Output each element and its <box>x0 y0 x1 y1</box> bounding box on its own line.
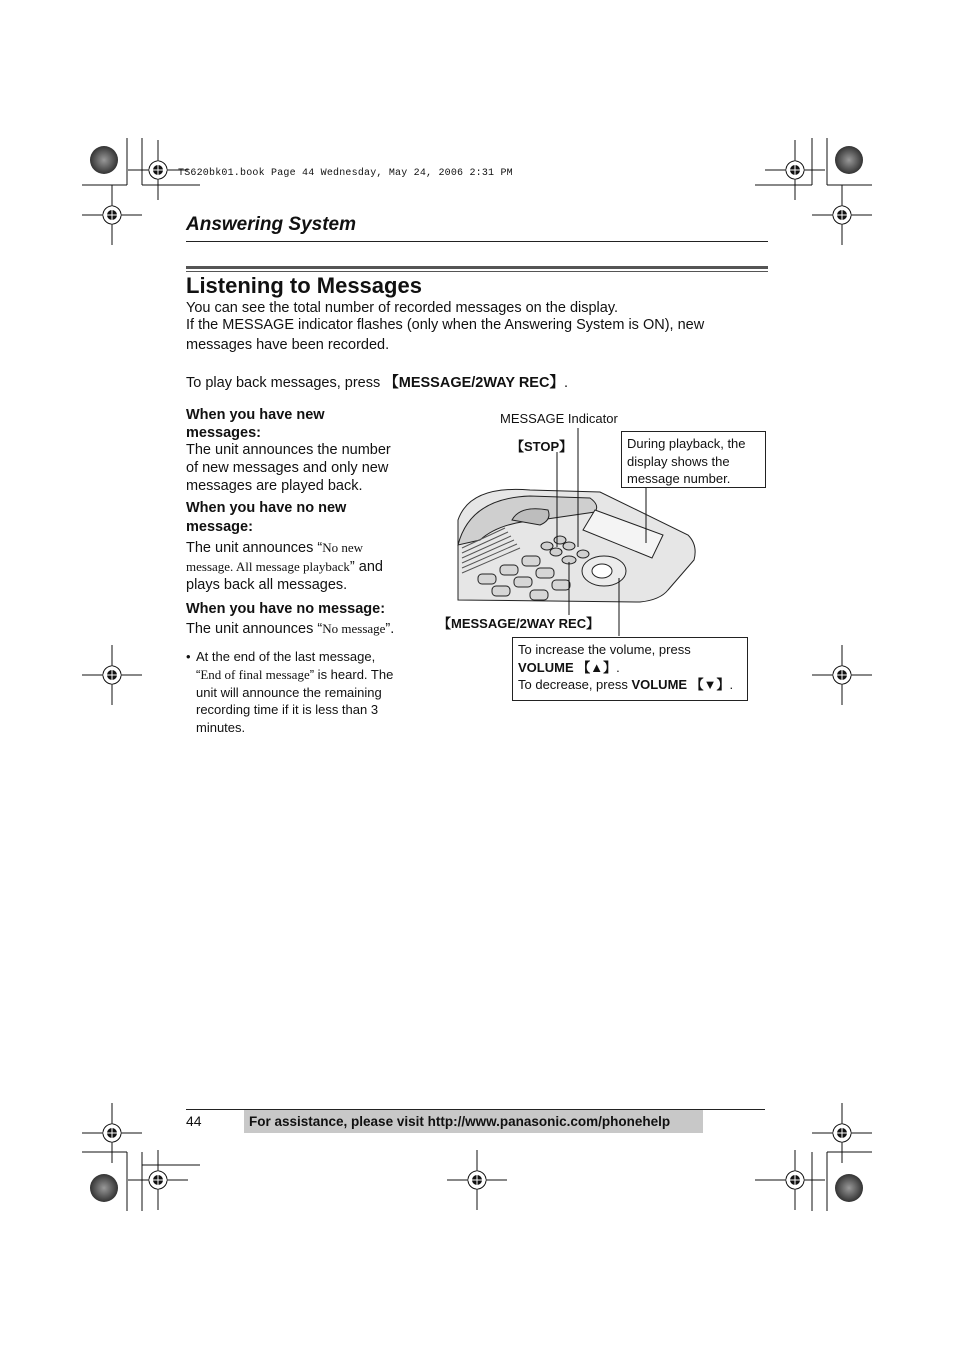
announce-suffix: ” and <box>349 559 383 575</box>
play-suffix: . <box>563 375 568 391</box>
quote-open: “ <box>196 667 201 682</box>
message-key: 【MESSAGE/2WAY REC】 <box>384 375 564 391</box>
case-new-line-3: messages are played back. <box>186 478 363 494</box>
case-no-new-heading-2: message: <box>186 519 253 535</box>
case-no-new-line-3: plays back all messages. <box>186 577 348 593</box>
message-indicator-label: MESSAGE Indicator <box>500 411 618 426</box>
note-bullet: • <box>186 649 191 664</box>
case-new-line-1: The unit announces the number <box>186 442 391 458</box>
play-prefix: To play back messages, press <box>186 375 385 391</box>
note-line-1: At the end of the last message, <box>196 649 376 664</box>
case-new-heading-1: When you have new <box>186 407 325 423</box>
assistance-banner: For assistance, please visit http://www.panasonic.com/phonehelp <box>244 1110 703 1133</box>
print-header: TS620bk01.book Page 44 Wednesday, May 24, 2006 2:31 PM <box>178 168 513 179</box>
volume-callout-line-1: To increase the volume, press <box>518 642 691 657</box>
volume-callout <box>512 637 748 701</box>
intro-line-2: If the MESSAGE indicator flashes (only when the Answering System is ON), new <box>186 317 705 333</box>
message-key-label: 【MESSAGE/2WAY REC】 <box>438 616 600 631</box>
announce-suffix: ”. <box>385 621 395 637</box>
quote-close: ” is heard. The <box>309 667 394 682</box>
display-callout-line-1: During playback, the <box>627 436 746 451</box>
decrease-prefix: To decrease, press <box>518 677 632 692</box>
intro-line-1: You can see the total number of recorded messages on the display. <box>186 300 619 316</box>
announce-prefix: The unit announces “ <box>186 540 323 556</box>
display-callout <box>621 431 766 488</box>
display-callout-line-3: message number. <box>627 471 731 486</box>
period: . <box>616 659 620 675</box>
section-title: Answering System <box>186 214 356 235</box>
note-line-4: recording time if it is less than 3 <box>196 702 379 717</box>
stop-key-label: 【STOP】 <box>511 439 573 454</box>
volume-down-key: VOLUME 【▼】 <box>631 677 730 692</box>
period: . <box>729 677 734 692</box>
page-title: Listening to Messages <box>186 273 422 298</box>
note-line-3: unit will announce the remaining <box>196 685 382 700</box>
note-line-5: minutes. <box>196 720 246 735</box>
intro-line-3: messages have been recorded. <box>186 337 390 353</box>
volume-up-key: VOLUME 【▲】 <box>518 659 617 675</box>
page-number: 44 <box>186 1113 202 1129</box>
volume-callout-line-2 <box>518 659 742 677</box>
voice-text: End of final message <box>200 667 310 682</box>
case-no-new-heading-1: When you have no new <box>186 500 347 516</box>
display-callout-line-2: display shows the <box>627 453 730 469</box>
case-new-line-2: of new messages and only new <box>186 460 389 476</box>
volume-callout-line-3 <box>518 676 742 694</box>
voice-text: message. All message playback <box>186 559 350 574</box>
voice-text: No new <box>322 540 364 555</box>
case-new-heading-2: messages: <box>186 425 261 441</box>
voice-text: No message <box>322 621 386 636</box>
case-none-heading: When you have no message: <box>186 601 386 617</box>
announce-prefix: The unit announces “ <box>186 621 323 637</box>
